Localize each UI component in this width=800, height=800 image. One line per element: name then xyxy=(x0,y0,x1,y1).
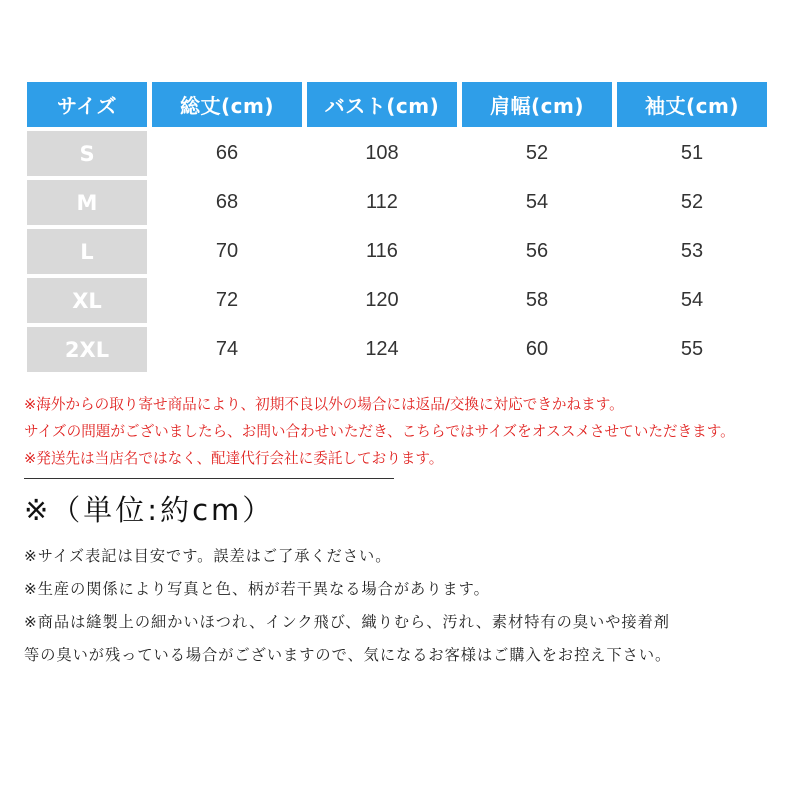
row-size-label: 2XL xyxy=(27,327,147,372)
row-size-label: L xyxy=(27,229,147,274)
cell-shoulder-width: 54 xyxy=(462,180,612,225)
header-shoulder-width: 肩幅(cm) xyxy=(462,82,612,127)
note-color-variance: ※生産の関係により写真と色、柄が若干異なる場合があります。 xyxy=(24,580,490,598)
cell-shoulder-width: 60 xyxy=(462,327,612,372)
row-size-label: S xyxy=(27,131,147,176)
cell-total-length: 68 xyxy=(152,180,302,225)
cell-bust: 124 xyxy=(307,327,457,372)
row-size-label: XL xyxy=(27,278,147,323)
cell-bust: 112 xyxy=(307,180,457,225)
notice-line-returns: ※海外からの取り寄せ商品により、初期不良以外の場合には返品/交換に対応できかねます。 xyxy=(24,396,624,413)
unit-note: ※（単位:約cm） xyxy=(24,493,275,527)
cell-sleeve-length: 54 xyxy=(617,278,767,323)
header-size: サイズ xyxy=(27,82,147,127)
cell-sleeve-length: 52 xyxy=(617,180,767,225)
cell-sleeve-length: 51 xyxy=(617,131,767,176)
cell-bust: 108 xyxy=(307,131,457,176)
import-notice xyxy=(24,391,794,472)
header-total-length: 総丈(cm) xyxy=(152,82,302,127)
cell-bust: 120 xyxy=(307,278,457,323)
row-size-label: M xyxy=(27,180,147,225)
cell-total-length: 66 xyxy=(152,131,302,176)
cell-bust: 116 xyxy=(307,229,457,274)
header-bust: バスト(cm) xyxy=(307,82,457,127)
cell-shoulder-width: 52 xyxy=(462,131,612,176)
note-defects: ※商品は縫製上の細かいほつれ、インク飛び、織りむら、汚れ、素材特有の臭いや接着剤 xyxy=(24,613,670,631)
cell-total-length: 72 xyxy=(152,278,302,323)
notice-line-size-consult: サイズの問題がございましたら、お問い合わせいただき、こちらではサイズをオススメさせていただきます。 xyxy=(24,423,735,440)
note-odor: 等の臭いが残っている場合がございますので、気になるお客様はご購入をお控え下さい。 xyxy=(24,646,672,664)
notice-line-shipping: ※発送先は当店名ではなく、配達代行会社に委託しております。 xyxy=(24,450,444,467)
size-table xyxy=(27,82,767,372)
product-notes xyxy=(24,540,794,672)
cell-sleeve-length: 53 xyxy=(617,229,767,274)
cell-sleeve-length: 55 xyxy=(617,327,767,372)
cell-shoulder-width: 56 xyxy=(462,229,612,274)
cell-total-length: 70 xyxy=(152,229,302,274)
header-sleeve-length: 袖丈(cm) xyxy=(617,82,767,127)
section-divider xyxy=(24,478,394,479)
cell-total-length: 74 xyxy=(152,327,302,372)
note-size-guide: ※サイズ表記は目安です。誤差はご了承ください。 xyxy=(24,547,392,565)
cell-shoulder-width: 58 xyxy=(462,278,612,323)
